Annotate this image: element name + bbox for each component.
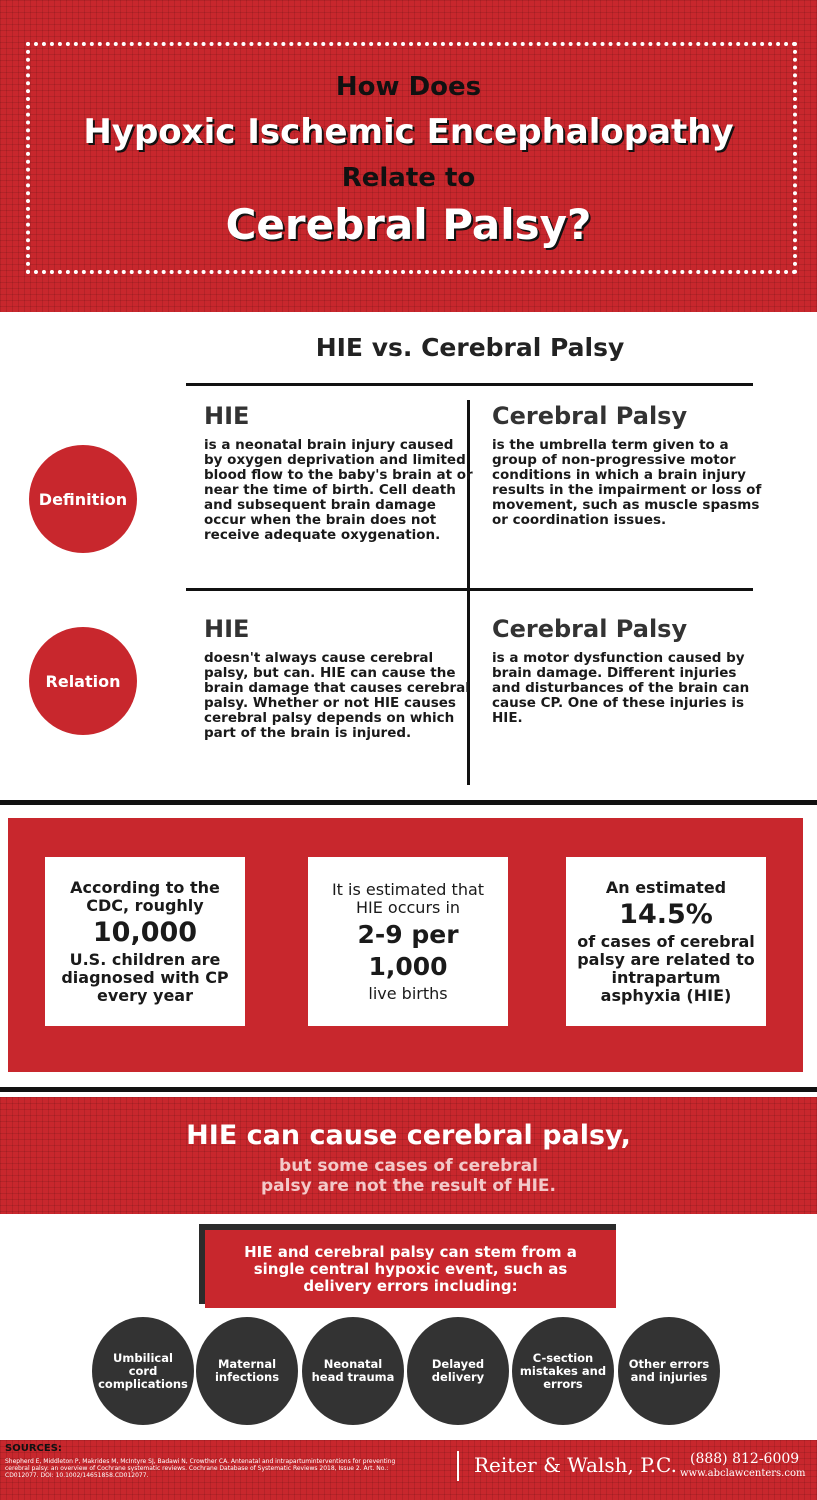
relation-hie-cell	[204, 615, 474, 741]
stat-pre-text: According to the CDC, roughly	[70, 877, 220, 915]
comparison-row-divider	[186, 588, 753, 591]
sources-text: Shepherd E, Middleton P, Makrides M, McIntyre SJ, Badawi N, Crowther CA. Antenatal and intrapartuminterventions for preventing cerebral palsy: an overview of Cochrane systematic reviews. Cochrane Database of Systematic Reviews 2018, Issue 2. Art. No.: CD012077. DOI: 10.1002/14651858.CD012077.	[5, 1458, 396, 1479]
firm-name: Reiter & Walsh, P.C.	[474, 1453, 677, 1477]
section-divider	[0, 800, 817, 805]
definition-cp-cell	[492, 402, 762, 528]
section-divider	[0, 1087, 817, 1092]
comparison-top-divider	[186, 383, 753, 386]
website-link[interactable]: www.abclawcenters.com	[680, 1468, 806, 1479]
sources-heading: SOURCES:	[5, 1443, 62, 1454]
conclusion-subtext	[0, 1156, 817, 1196]
header-line-4: Cerebral Palsy?	[225, 200, 592, 249]
comparison-title: HIE vs. Cerebral Palsy	[315, 333, 625, 362]
cause-circle-head-trauma: Neonatal head trauma	[302, 1317, 404, 1425]
relation-cp-cell	[492, 615, 762, 726]
cause-circle-umbilical: Umbilical cord complications	[92, 1317, 194, 1425]
stat-value: 14.5%	[619, 898, 713, 930]
stat-pre-text: It is estimated that HIE occurs in	[331, 879, 485, 917]
cause-circle-csection: C-section mistakes and errors	[512, 1317, 614, 1425]
header-line-3: Relate to	[341, 163, 476, 193]
stat-value: 10,000	[92, 916, 198, 948]
cell-text: doesn't always cause cerebral palsy, but can. HIE can cause the brain damage that causes cerebral palsy. Whether or not HIE causes cerebral palsy depends on which part of the brain is injured.	[204, 650, 470, 741]
conclusion-subtext-line-1: but some cases of cerebral	[279, 1156, 538, 1176]
footer-separator	[457, 1451, 459, 1481]
cell-text: is the umbrella term given to a group of non-progressive motor conditions in which a brain injury results in the impairment or loss of movement, such as muscle spasms or coordination issues.	[492, 437, 762, 528]
header-line-2: Hypoxic Ischemic Encephalopathy	[83, 112, 734, 152]
event-callout: HIE and cerebral palsy can stem from a single central hypoxic event, such as delivery errors including:	[205, 1230, 616, 1308]
relation-label-circle: Relation	[29, 627, 137, 735]
stat-card-incidence	[308, 857, 508, 1026]
cause-circle-delayed: Delayed delivery	[407, 1317, 509, 1425]
cell-title: HIE	[204, 615, 250, 643]
cause-circle-maternal: Maternal infections	[196, 1317, 298, 1425]
cell-text: is a neonatal brain injury caused by oxygen deprivation and limited blood flow to the baby's brain at or near the time of birth. Cell death and subsequent brain damage occur when the brain does not receive adequate oxygenation.	[204, 437, 473, 543]
stat-card-percentage	[566, 857, 766, 1026]
stat-pre-text: An estimated	[605, 877, 727, 897]
stat-post-text: U.S. children are diagnosed with CP every year	[61, 949, 229, 1005]
conclusion-subtext-line-2: palsy are not the result of HIE.	[260, 1176, 557, 1196]
definition-hie-cell	[204, 402, 474, 543]
conclusion-headline: HIE can cause cerebral palsy,	[186, 1120, 631, 1151]
cause-circle-other: Other errors and injuries	[618, 1317, 720, 1425]
cell-title: Cerebral Palsy	[492, 402, 688, 430]
cell-text: is a motor dysfunction caused by brain damage. Different injuries and disturbances of the brain can cause CP. One of these injuries is HIE.	[492, 650, 750, 726]
stat-post-text: live births	[368, 983, 448, 1003]
definition-label-circle: Definition	[29, 445, 137, 553]
cell-title: Cerebral Palsy	[492, 615, 688, 643]
cell-title: HIE	[204, 402, 250, 430]
stat-value: 2-9 per 1,000	[357, 919, 459, 981]
stat-card-cdc	[45, 857, 245, 1026]
phone-number[interactable]: (888) 812-6009	[690, 1451, 800, 1467]
stat-post-text: of cases of cerebral palsy are related to intrapartum asphyxia (HIE)	[577, 931, 755, 1005]
header-line-1: How Does	[335, 72, 482, 102]
